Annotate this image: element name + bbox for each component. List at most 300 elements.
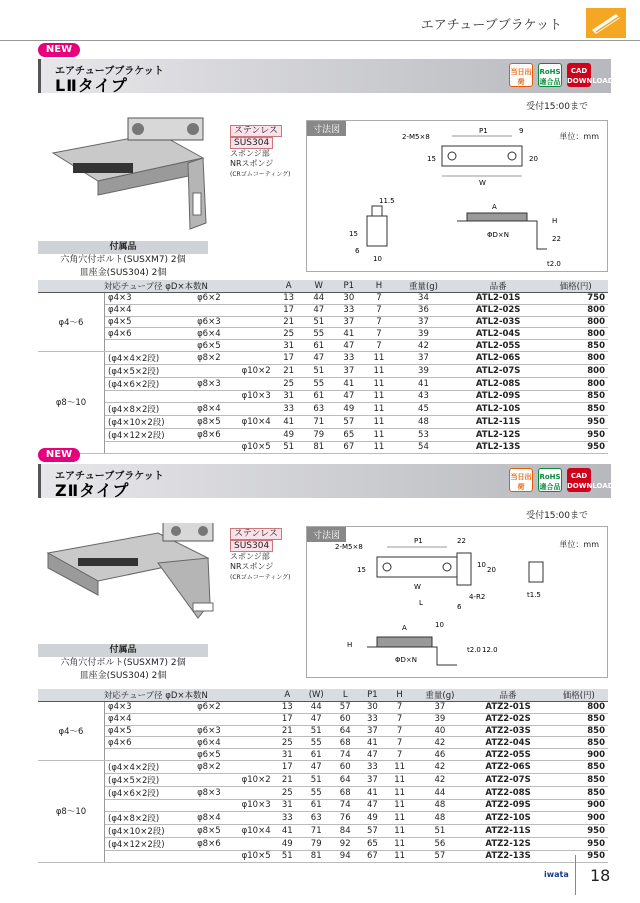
tube-size-cell: φ8×3 (168, 786, 224, 799)
banner-title: LⅡタイプ (55, 76, 128, 95)
part-number-cell: ATL2-12S (453, 428, 543, 441)
value-cell: 7 (364, 340, 394, 352)
value-cell: 11 (386, 773, 413, 786)
tube-size-cell: (φ4×12×2段) (105, 837, 168, 850)
tube-size-cell: φ8×5 (168, 415, 224, 428)
part-number-cell: ATZ2-08S (467, 786, 550, 799)
tube-size-cell: φ8×2 (168, 760, 224, 773)
dim-label: A (492, 203, 497, 211)
tube-size-cell (224, 304, 274, 316)
value-cell: 67 (334, 441, 364, 453)
part-number-cell: ATZ2-11S (467, 824, 550, 837)
value-cell: 47 (304, 351, 334, 364)
value-cell: 17 (274, 304, 304, 316)
part-number-cell: ATZ2-02S (467, 713, 550, 725)
col-header: 重量(g) (394, 280, 453, 293)
dim-label: 20 (487, 566, 496, 574)
price-cell: 750 (543, 293, 608, 305)
value-cell: 11 (386, 837, 413, 850)
value-cell: 92 (332, 837, 359, 850)
value-cell: 94 (332, 850, 359, 862)
banner-subtitle: エアチューブブラケット (55, 66, 164, 77)
value-cell: 11 (364, 402, 394, 415)
price-cell: 900 (550, 749, 608, 761)
table-row (38, 351, 608, 364)
value-cell: 11 (364, 415, 394, 428)
section-l2 (38, 43, 614, 453)
banner-title: ZⅡタイプ (55, 481, 130, 500)
table-row (38, 824, 608, 837)
value-cell: 11 (386, 824, 413, 837)
value-cell: 40 (413, 725, 466, 737)
cad-download-icon[interactable]: CAD DOWNLOAD (567, 468, 591, 492)
material-note: スポンジ部 (230, 149, 270, 158)
tube-size-cell: (φ4×10×2段) (105, 415, 168, 428)
tube-size-cell: φ6×5 (168, 340, 224, 352)
price-cell: 800 (543, 328, 608, 340)
value-cell: 33 (334, 351, 364, 364)
price-cell: 950 (543, 441, 608, 453)
table-body-l2 (38, 293, 608, 454)
value-cell: 7 (364, 328, 394, 340)
tube-size-cell: φ8×4 (168, 811, 224, 824)
part-number-cell: ATZ2-09S (467, 799, 550, 811)
value-cell: 37 (413, 702, 466, 714)
new-badge: NEW (38, 43, 80, 57)
tube-size-cell (168, 799, 224, 811)
tube-size-cell: φ4×5 (105, 725, 168, 737)
value-cell: 79 (301, 837, 332, 850)
value-cell: 11 (364, 390, 394, 402)
dim-label: 10 (373, 255, 382, 263)
value-cell: 63 (301, 811, 332, 824)
section-z2 (38, 448, 614, 862)
col-header: (W) (301, 689, 332, 702)
tube-size-cell: φ4×5 (105, 316, 168, 328)
shipping-note: 受付15:00まで (526, 511, 588, 521)
price-cell: 850 (543, 402, 608, 415)
material-code: SUS304 (230, 137, 273, 149)
price-cell: 950 (543, 415, 608, 428)
tube-size-cell (224, 340, 274, 352)
value-cell: 48 (413, 811, 466, 824)
part-number-cell: ATL2-01S (453, 293, 543, 305)
accessory-item: 皿座金(SUS304) 2個 (79, 671, 167, 681)
tube-size-cell: φ10×3 (224, 390, 274, 402)
part-number-cell: ATZ2-05S (467, 749, 550, 761)
value-cell: 84 (332, 824, 359, 837)
spec-table-z2 (38, 689, 608, 863)
value-cell: 41 (274, 824, 301, 837)
value-cell: 37 (394, 316, 453, 328)
part-number-cell: ATZ2-10S (467, 811, 550, 824)
feature-icons (509, 63, 614, 87)
tube-size-cell: φ4×4 (105, 304, 168, 316)
value-cell: 11 (386, 760, 413, 773)
table-header-row (38, 689, 608, 702)
value-cell: 54 (394, 441, 453, 453)
value-cell: 61 (304, 340, 334, 352)
dimension-title: 寸法図 (307, 527, 346, 542)
value-cell: 55 (301, 786, 332, 799)
value-cell: 47 (301, 713, 332, 725)
value-cell: 68 (332, 737, 359, 749)
value-cell: 64 (332, 725, 359, 737)
part-number-cell: ATZ2-06S (467, 760, 550, 773)
material-info (230, 125, 290, 180)
page-header (0, 0, 640, 40)
table-row (38, 837, 608, 850)
value-cell: 65 (334, 428, 364, 441)
feature-icons (509, 468, 614, 492)
price-cell: 850 (543, 340, 608, 352)
price-cell: 850 (550, 773, 608, 786)
page-number: 18 (590, 866, 611, 885)
dim-label: 4-R2 (469, 593, 486, 601)
value-cell: 36 (394, 304, 453, 316)
dim-label: 10 (477, 561, 486, 569)
dim-label: H (347, 641, 353, 649)
header-title: エアチューブブラケット (420, 18, 562, 33)
value-cell: 7 (364, 316, 394, 328)
tube-size-cell: φ10×2 (224, 364, 274, 377)
tube-size-cell: φ10×2 (224, 773, 274, 786)
value-cell: 44 (413, 786, 466, 799)
value-cell: 47 (304, 304, 334, 316)
value-cell: 39 (394, 364, 453, 377)
value-cell: 53 (394, 428, 453, 441)
dim-label: 2-M5×8 (335, 543, 363, 551)
value-cell: 81 (304, 441, 334, 453)
value-cell: 37 (334, 316, 364, 328)
value-cell: 81 (301, 850, 332, 862)
table-row (38, 390, 608, 402)
value-cell: 31 (274, 390, 304, 402)
part-number-cell: ATZ2-03S (467, 725, 550, 737)
dim-label: H (552, 217, 558, 225)
price-cell: 950 (550, 850, 608, 862)
dim-label: 22 (552, 235, 561, 243)
value-cell: 48 (394, 415, 453, 428)
col-header: 価格(円) (543, 280, 608, 293)
dimension-title: 寸法図 (307, 121, 346, 136)
value-cell: 33 (334, 304, 364, 316)
tube-size-cell (168, 304, 224, 316)
tube-size-cell: (φ4×4×2段) (105, 351, 168, 364)
value-cell: 37 (394, 351, 453, 364)
value-cell: 21 (274, 725, 301, 737)
tube-size-cell (224, 837, 274, 850)
value-cell: 37 (359, 725, 386, 737)
tube-size-cell (224, 351, 274, 364)
value-cell: 17 (274, 713, 301, 725)
price-cell: 850 (550, 737, 608, 749)
table-row (38, 811, 608, 824)
value-cell: 63 (304, 402, 334, 415)
tube-size-cell (224, 811, 274, 824)
value-cell: 25 (274, 786, 301, 799)
table-row (38, 428, 608, 441)
tube-size-cell: φ10×4 (224, 824, 274, 837)
dim-label: ΦD×N (487, 231, 510, 239)
value-cell: 37 (359, 773, 386, 786)
dim-label: A (402, 624, 407, 632)
dim-label: 20 (529, 155, 538, 163)
part-number-cell: ATZ2-13S (467, 850, 550, 862)
value-cell: 34 (394, 293, 453, 305)
material-note: (CRゴムコーティング) (230, 171, 291, 178)
part-number-cell: ATZ2-01S (467, 702, 550, 714)
tube-size-cell: φ6×2 (168, 702, 224, 714)
value-cell: 55 (301, 737, 332, 749)
table-row (38, 316, 608, 328)
rohs-icon: RoHS 適合品 (538, 63, 562, 87)
tube-size-cell: φ4×6 (105, 328, 168, 340)
value-cell: 41 (274, 415, 304, 428)
value-cell: 11 (386, 850, 413, 862)
value-cell: 61 (304, 390, 334, 402)
tube-size-cell: φ8×6 (168, 837, 224, 850)
value-cell: 13 (274, 293, 304, 305)
value-cell: 33 (359, 760, 386, 773)
tube-size-cell (168, 850, 224, 862)
footer-rule (575, 855, 576, 895)
tube-size-cell: φ6×4 (168, 328, 224, 340)
tube-size-cell: φ10×3 (224, 799, 274, 811)
part-number-cell: ATL2-06S (453, 351, 543, 364)
value-cell: 51 (304, 364, 334, 377)
price-cell: 850 (543, 390, 608, 402)
col-header: P1 (334, 280, 364, 293)
col-header: P1 (359, 689, 386, 702)
col-header: 対応チューブ径 φD×本数N (38, 280, 274, 293)
value-cell: 7 (386, 749, 413, 761)
part-number-cell: ATL2-09S (453, 390, 543, 402)
table-body-z2 (38, 702, 608, 863)
value-cell: 33 (274, 811, 301, 824)
value-cell: 31 (274, 340, 304, 352)
col-header: 品番 (453, 280, 543, 293)
dim-label: ΦD×N (395, 656, 418, 664)
value-cell: 42 (394, 340, 453, 352)
table-row (38, 340, 608, 352)
tube-size-cell (224, 725, 274, 737)
dim-label: P1 (479, 127, 488, 135)
value-cell: 51 (413, 824, 466, 837)
tube-size-cell (105, 850, 168, 862)
value-cell: 45 (394, 402, 453, 415)
tube-size-cell (224, 428, 274, 441)
price-cell: 800 (550, 702, 608, 714)
value-cell: 21 (274, 773, 301, 786)
tube-size-cell (168, 390, 224, 402)
product-banner (38, 464, 614, 500)
col-header: 対応チューブ径 φD×本数N (38, 689, 274, 702)
dim-label: 9 (519, 127, 524, 135)
tube-size-cell: φ6×3 (168, 316, 224, 328)
value-cell: 61 (301, 749, 332, 761)
tube-size-cell: φ6×4 (168, 737, 224, 749)
value-cell: 56 (413, 837, 466, 850)
material-note: NRスポンジ (230, 562, 274, 571)
tube-size-cell: φ4×4 (105, 713, 168, 725)
tube-size-cell: φ6×2 (168, 293, 224, 305)
dim-label: 6 (457, 603, 462, 611)
value-cell: 71 (301, 824, 332, 837)
value-cell: 49 (274, 837, 301, 850)
value-cell: 49 (274, 428, 304, 441)
price-cell: 850 (550, 725, 608, 737)
col-header: W (304, 280, 334, 293)
tube-size-cell: (φ4×4×2段) (105, 760, 168, 773)
dim-label: t2.0 (547, 260, 561, 268)
dimension-svg (307, 121, 607, 271)
table-row (38, 799, 608, 811)
value-cell: 47 (301, 760, 332, 773)
tube-size-cell: φ4×6 (105, 737, 168, 749)
value-cell: 67 (359, 850, 386, 862)
value-cell: 51 (304, 316, 334, 328)
spec-table-l2 (38, 280, 608, 454)
header-rule (0, 40, 640, 41)
value-cell: 61 (301, 799, 332, 811)
material-tag: ステンレス (230, 125, 282, 137)
tube-size-cell (224, 760, 274, 773)
tube-size-cell: φ4×3 (105, 293, 168, 305)
value-cell: 25 (274, 328, 304, 340)
part-number-cell: ATL2-13S (453, 441, 543, 453)
value-cell: 65 (359, 837, 386, 850)
value-cell: 48 (413, 799, 466, 811)
dim-label: 10 (435, 621, 444, 629)
price-cell: 950 (550, 824, 608, 837)
dim-label: P1 (414, 537, 423, 545)
value-cell: 44 (304, 293, 334, 305)
price-cell: 800 (543, 351, 608, 364)
value-cell: 17 (274, 760, 301, 773)
cad-download-icon[interactable]: CAD DOWNLOAD (567, 63, 591, 87)
size-group-cell: φ4～6 (38, 702, 105, 761)
value-cell: 33 (359, 713, 386, 725)
price-cell: 800 (543, 364, 608, 377)
dimension-svg (307, 527, 607, 677)
tube-size-cell (224, 702, 274, 714)
value-cell: 30 (359, 702, 386, 714)
tube-size-cell (224, 293, 274, 305)
value-cell: 68 (332, 786, 359, 799)
value-cell: 57 (359, 824, 386, 837)
value-cell: 41 (359, 737, 386, 749)
value-cell: 51 (274, 850, 301, 862)
tube-size-cell: (φ4×10×2段) (105, 824, 168, 837)
value-cell: 49 (334, 402, 364, 415)
tube-size-cell (105, 749, 168, 761)
product-photo (38, 523, 248, 633)
dimension-drawing (306, 120, 608, 272)
part-number-cell: ATZ2-07S (467, 773, 550, 786)
price-cell: 900 (550, 811, 608, 824)
value-cell: 11 (364, 428, 394, 441)
value-cell: 25 (274, 377, 304, 390)
value-cell: 57 (413, 850, 466, 862)
rohs-icon: RoHS 適合品 (538, 468, 562, 492)
price-cell: 850 (550, 760, 608, 773)
material-info (230, 528, 290, 583)
tube-size-cell: φ8×2 (168, 351, 224, 364)
tube-size-cell: φ10×5 (224, 441, 274, 453)
part-number-cell: ATL2-11S (453, 415, 543, 428)
value-cell: 39 (413, 713, 466, 725)
size-group-cell: φ8～10 (38, 760, 105, 862)
accessory-item: 六角穴付ボルト(SUSXM7) 2個 (60, 658, 186, 668)
value-cell: 11 (364, 377, 394, 390)
table-row (38, 737, 608, 749)
value-cell: 11 (386, 786, 413, 799)
accessory-item: 皿座金(SUS304) 2個 (79, 268, 167, 278)
table-row (38, 773, 608, 786)
tube-size-cell (168, 364, 224, 377)
table-row (38, 402, 608, 415)
value-cell: 11 (364, 351, 394, 364)
value-cell: 74 (332, 749, 359, 761)
value-cell: 37 (334, 364, 364, 377)
same-day-ship-icon: 当日出荷 (509, 63, 533, 87)
value-cell: 13 (274, 702, 301, 714)
value-cell: 51 (274, 441, 304, 453)
tube-size-cell: (φ4×5×2段) (105, 773, 168, 786)
tube-size-cell (105, 390, 168, 402)
material-code: SUS304 (230, 540, 273, 552)
value-cell: 41 (394, 377, 453, 390)
accessories-title: 付属品 (38, 644, 208, 657)
dim-label: t1.5 (527, 591, 541, 599)
col-header: 品番 (467, 689, 550, 702)
value-cell: 7 (386, 725, 413, 737)
shipping-note: 受付15:00まで (526, 102, 588, 112)
part-number-cell: ATZ2-04S (467, 737, 550, 749)
tube-size-cell: φ8×3 (168, 377, 224, 390)
value-cell: 64 (332, 773, 359, 786)
tube-size-cell: (φ4×8×2段) (105, 811, 168, 824)
tube-size-cell (224, 328, 274, 340)
col-header: L (332, 689, 359, 702)
tube-bracket-icon (586, 8, 626, 38)
value-cell: 42 (413, 760, 466, 773)
value-cell: 51 (301, 773, 332, 786)
brand-logo: iwata (544, 870, 569, 879)
value-cell: 49 (359, 811, 386, 824)
value-cell: 76 (332, 811, 359, 824)
value-cell: 41 (334, 377, 364, 390)
dim-label: 12.0 (482, 646, 498, 654)
value-cell: 11 (364, 441, 394, 453)
value-cell: 47 (334, 340, 364, 352)
table-row (38, 713, 608, 725)
value-cell: 7 (386, 713, 413, 725)
value-cell: 60 (332, 713, 359, 725)
price-cell: 850 (550, 713, 608, 725)
table-row (38, 725, 608, 737)
price-cell: 950 (550, 837, 608, 850)
value-cell: 7 (364, 293, 394, 305)
tube-size-cell: φ4×3 (105, 702, 168, 714)
dim-label: W (479, 179, 486, 187)
table-row (38, 377, 608, 390)
col-header: 価格(円) (550, 689, 608, 702)
value-cell: 31 (274, 749, 301, 761)
dim-label: 11.5 (379, 197, 395, 205)
value-cell: 41 (334, 328, 364, 340)
